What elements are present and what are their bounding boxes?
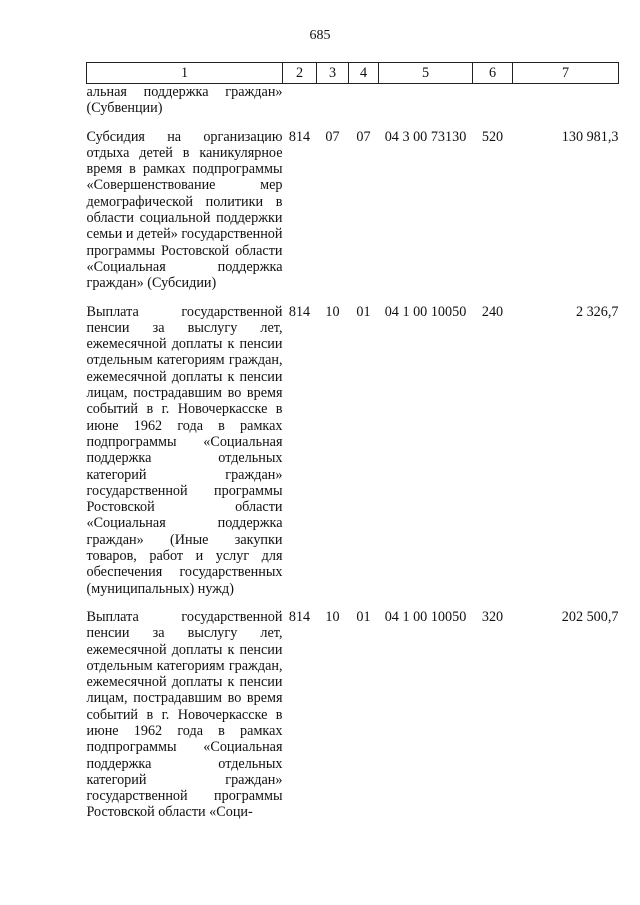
row-ministry-code: 814 — [288, 303, 311, 320]
row-section-code: 10 — [325, 608, 340, 625]
row-target-code: 04 1 00 10050 — [384, 303, 467, 320]
header-col-7: 7 — [513, 63, 619, 84]
row-section-code: 07 — [325, 128, 340, 145]
row-expense-type — [473, 84, 513, 129]
row-subsection-code: 07 — [356, 128, 371, 145]
table-row — [87, 609, 619, 833]
row-description: Субсидия на организацию отдыха детей в каникулярное время в рамках подпрограммы «Совершенствование мер демографической политики в области социальной поддержки семьи и детей» государственной программы Ростовской области «Социальная поддержка граждан» (Субсидии) — [86, 128, 283, 292]
row-subsection-code — [349, 84, 379, 129]
row-ministry-code — [283, 84, 317, 129]
row-expense-type: 320 — [481, 608, 504, 625]
header-col-4: 4 — [349, 63, 379, 84]
header-col-1: 1 — [87, 63, 283, 84]
row-amount — [513, 84, 619, 129]
row-section-code — [317, 84, 349, 129]
row-section-code: 10 — [325, 303, 340, 320]
row-description: Выплата государственной пенсии за выслугу лет, ежемесячной доплаты к пенсии отдельным категориям граждан, ежемесячной доплаты к пенсии лицам, пострадавшим во время событий в г. Новочеркасске в июне 1962 года в рамках подпрограммы «Социальная поддержка отдельных категорий граждан» государственной программы Ростовской области «Социальная поддержка граждан» (Иные закупки товаров, работ и услуг для обеспечения государственных (муниципальных) нужд) — [86, 303, 283, 597]
table-row — [87, 84, 619, 129]
row-ministry-code: 814 — [288, 128, 311, 145]
table-row — [87, 129, 619, 304]
budget-table — [86, 62, 619, 833]
row-target-code: 04 3 00 73130 — [384, 128, 467, 145]
header-col-6: 6 — [473, 63, 513, 84]
page-number: 685 — [309, 28, 331, 43]
row-description: альная поддержка граждан» (Субвенции) — [86, 84, 283, 117]
row-amount: 202 500,7 — [561, 608, 619, 625]
row-amount: 130 981,3 — [561, 128, 619, 145]
row-target-code: 04 1 00 10050 — [384, 608, 467, 625]
row-subsection-code: 01 — [356, 303, 371, 320]
row-ministry-code: 814 — [288, 608, 311, 625]
row-expense-type: 520 — [481, 128, 504, 145]
row-subsection-code: 01 — [356, 608, 371, 625]
table-row — [87, 304, 619, 609]
row-description: Выплата государственной пенсии за выслугу лет, ежемесячной доплаты к пенсии отдельным категориям граждан, ежемесячной доплаты к пенсии лицам, пострадавшим во время событий в г. Новочеркасске в июне 1962 года в рамках подпрограммы «Социальная поддержка отдельных категорий граждан» государственной программы Ростовской области «Соци- — [86, 608, 283, 821]
header-row — [87, 63, 619, 84]
header-col-3: 3 — [317, 63, 349, 84]
row-target-code — [379, 84, 473, 129]
row-expense-type: 240 — [481, 303, 504, 320]
row-amount: 2 326,7 — [575, 303, 619, 320]
header-col-2: 2 — [283, 63, 317, 84]
header-col-5: 5 — [379, 63, 473, 84]
